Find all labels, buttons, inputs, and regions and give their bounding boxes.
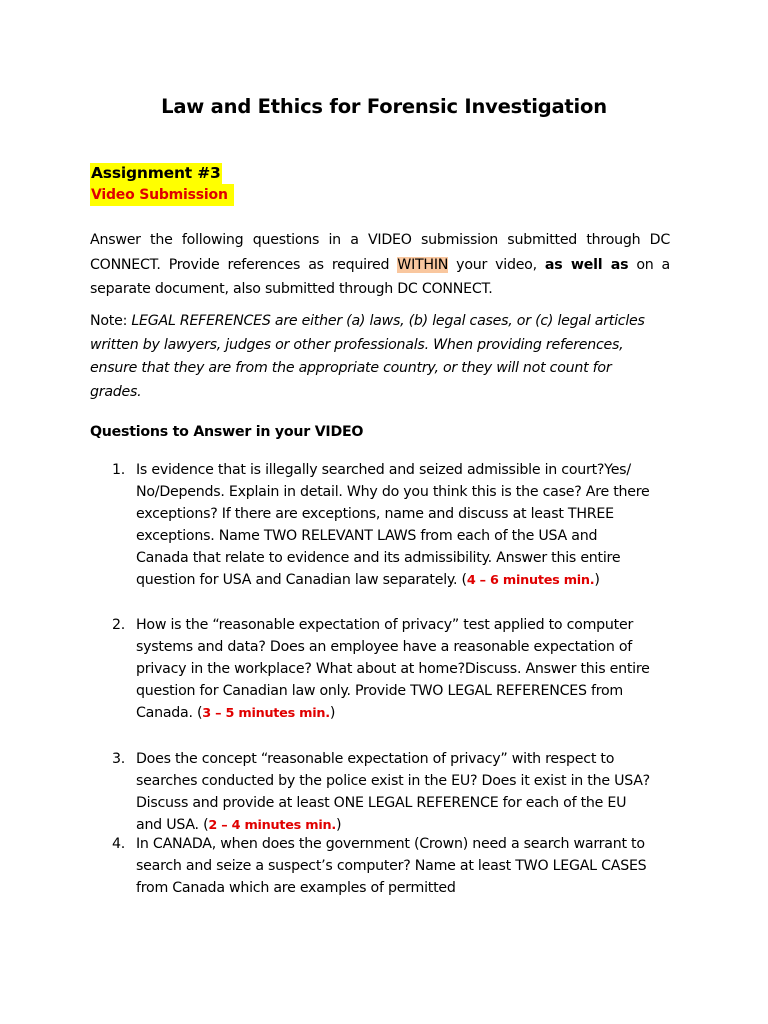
assignment-subtitle: Video Submission bbox=[90, 184, 234, 206]
question-item bbox=[112, 748, 652, 837]
question-text bbox=[136, 748, 652, 837]
question-close-paren: ) bbox=[335, 817, 342, 833]
questions-heading: Questions to Answer in your VIDEO bbox=[90, 424, 364, 440]
question-text bbox=[136, 614, 652, 725]
intro-bold-as-well-as: as well as bbox=[544, 256, 629, 273]
document-title: Law and Ethics for Forensic Investigation bbox=[161, 95, 607, 118]
question-close-paren: ) bbox=[329, 705, 336, 721]
question-item bbox=[112, 459, 652, 592]
question-close-paren: ) bbox=[594, 572, 600, 588]
question-time-requirement: 2 – 4 minutes min. bbox=[208, 818, 336, 833]
intro-highlight-within: WITHIN bbox=[397, 256, 449, 273]
question-number: 4. bbox=[112, 836, 126, 852]
intro-text-3: on a separate document, also submitted through DC CONNECT. bbox=[90, 256, 670, 297]
intro-paragraph bbox=[90, 228, 670, 302]
note-label: Note: bbox=[90, 313, 132, 329]
question-number: 2. bbox=[112, 617, 126, 633]
intro-text-2: your video, bbox=[448, 256, 545, 273]
question-number: 1. bbox=[112, 462, 126, 478]
note-paragraph bbox=[90, 310, 665, 404]
question-number: 3. bbox=[112, 751, 126, 767]
assignment-label: Assignment #3 bbox=[91, 164, 221, 182]
question-item bbox=[112, 614, 652, 725]
question-body: How is the “reasonable expectation of privacy” test applied to computer systems and data? Does an employee have a reasonable expectation of privacy in the workplace? What about at home?Discuss. Answer this entire question for Canadian law only. Provide TWO LEGAL REFERENCES from Canada. ( bbox=[136, 617, 650, 721]
assignment-header bbox=[90, 163, 234, 206]
question-text bbox=[136, 833, 652, 900]
question-body: Does the concept “reasonable expectation of privacy” with respect to searches conducted by the police exist in the EU? Does it exist in the USA?Discuss and provide at least ONE LEGAL REFERENCE for each of the EU and USA. ( bbox=[136, 751, 650, 833]
question-time-requirement: 3 – 5 minutes min. bbox=[202, 706, 330, 721]
question-item bbox=[112, 833, 652, 900]
question-body: In CANADA, when does the government (Crown) need a search warrant to search and seize a suspect’s computer? Name at least TWO LEGAL CASES from Canada which are examples of permitted bbox=[136, 836, 647, 896]
intro-text-1: Answer the following questions in a VIDEO submission submitted through DC CONNECT. Provide references as required bbox=[90, 232, 670, 273]
question-text bbox=[136, 459, 652, 592]
question-time-requirement: 4 – 6 minutes min. bbox=[466, 573, 595, 588]
note-text: LEGAL REFERENCES are either (a) laws, (b) legal cases, or (c) legal articles written by lawyers, judges or other professionals. When providing references, ensure that they are from the appropriate country, or they will not count for grades. bbox=[90, 313, 645, 400]
question-body: Is evidence that is illegally searched and seized admissible in court?Yes/ No/Depends. Explain in detail. Why do you think this is the case? Are there exceptions? If there are exceptions, name and discuss at least THREE exceptions. Name TWO RELEVANT LAWS from each of the USA and Canada that relate to evidence and its admissibility. Answer this entire question for USA and Canadian law separately. ( bbox=[136, 462, 650, 588]
